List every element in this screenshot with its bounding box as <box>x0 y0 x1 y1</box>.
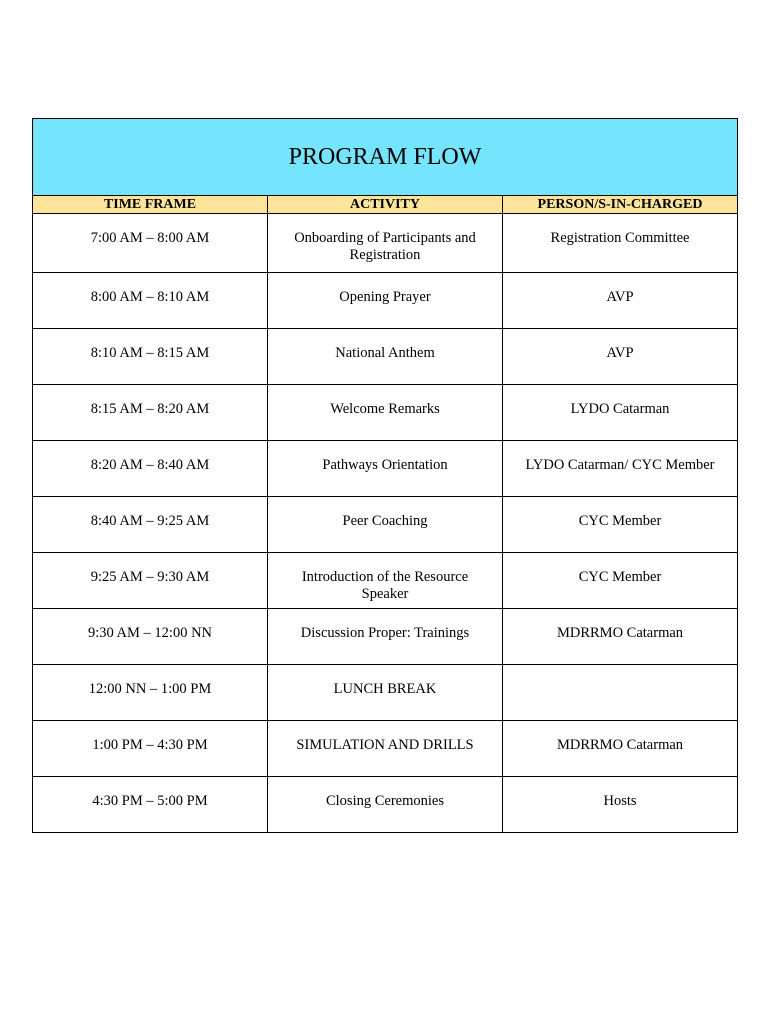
table-row <box>33 214 738 273</box>
table-row <box>33 609 738 665</box>
table-row <box>33 497 738 553</box>
table-row <box>33 665 738 721</box>
cell-activity: Closing Ceremonies <box>268 777 503 833</box>
cell-activity: Pathways Orientation <box>268 441 503 497</box>
cell-time: 9:30 AM – 12:00 NN <box>33 609 268 665</box>
page-title: PROGRAM FLOW <box>33 119 738 196</box>
column-header-activity: ACTIVITY <box>268 196 503 214</box>
cell-activity: Discussion Proper: Trainings <box>268 609 503 665</box>
cell-time: 9:25 AM – 9:30 AM <box>33 553 268 609</box>
table-row <box>33 329 738 385</box>
cell-person: CYC Member <box>503 497 738 553</box>
cell-time: 8:10 AM – 8:15 AM <box>33 329 268 385</box>
cell-time: 8:20 AM – 8:40 AM <box>33 441 268 497</box>
cell-time: 7:00 AM – 8:00 AM <box>33 214 268 273</box>
cell-time: 1:00 PM – 4:30 PM <box>33 721 268 777</box>
title-row <box>33 119 738 196</box>
cell-person: AVP <box>503 329 738 385</box>
table-row <box>33 273 738 329</box>
cell-person: MDRRMO Catarman <box>503 609 738 665</box>
cell-person: AVP <box>503 273 738 329</box>
table-row <box>33 777 738 833</box>
cell-time: 8:15 AM – 8:20 AM <box>33 385 268 441</box>
cell-person: LYDO Catarman/ CYC Member <box>503 441 738 497</box>
cell-activity: Welcome Remarks <box>268 385 503 441</box>
cell-activity: Opening Prayer <box>268 273 503 329</box>
table-row <box>33 385 738 441</box>
table-row <box>33 441 738 497</box>
program-flow-table <box>32 118 738 833</box>
cell-time: 8:40 AM – 9:25 AM <box>33 497 268 553</box>
cell-person: CYC Member <box>503 553 738 609</box>
cell-activity: National Anthem <box>268 329 503 385</box>
column-header-person: PERSON/S-IN-CHARGED <box>503 196 738 214</box>
cell-activity: Peer Coaching <box>268 497 503 553</box>
table-row <box>33 553 738 609</box>
cell-person: LYDO Catarman <box>503 385 738 441</box>
cell-person <box>503 665 738 721</box>
cell-activity: SIMULATION AND DRILLS <box>268 721 503 777</box>
cell-person: Registration Committee <box>503 214 738 273</box>
cell-activity: Introduction of the Resource Speaker <box>268 553 503 609</box>
cell-time: 8:00 AM – 8:10 AM <box>33 273 268 329</box>
cell-person: MDRRMO Catarman <box>503 721 738 777</box>
cell-time: 4:30 PM – 5:00 PM <box>33 777 268 833</box>
cell-person: Hosts <box>503 777 738 833</box>
cell-activity: LUNCH BREAK <box>268 665 503 721</box>
cell-activity: Onboarding of Participants and Registration <box>268 214 503 273</box>
header-row <box>33 196 738 214</box>
column-header-time: TIME FRAME <box>33 196 268 214</box>
table-row <box>33 721 738 777</box>
cell-time: 12:00 NN – 1:00 PM <box>33 665 268 721</box>
